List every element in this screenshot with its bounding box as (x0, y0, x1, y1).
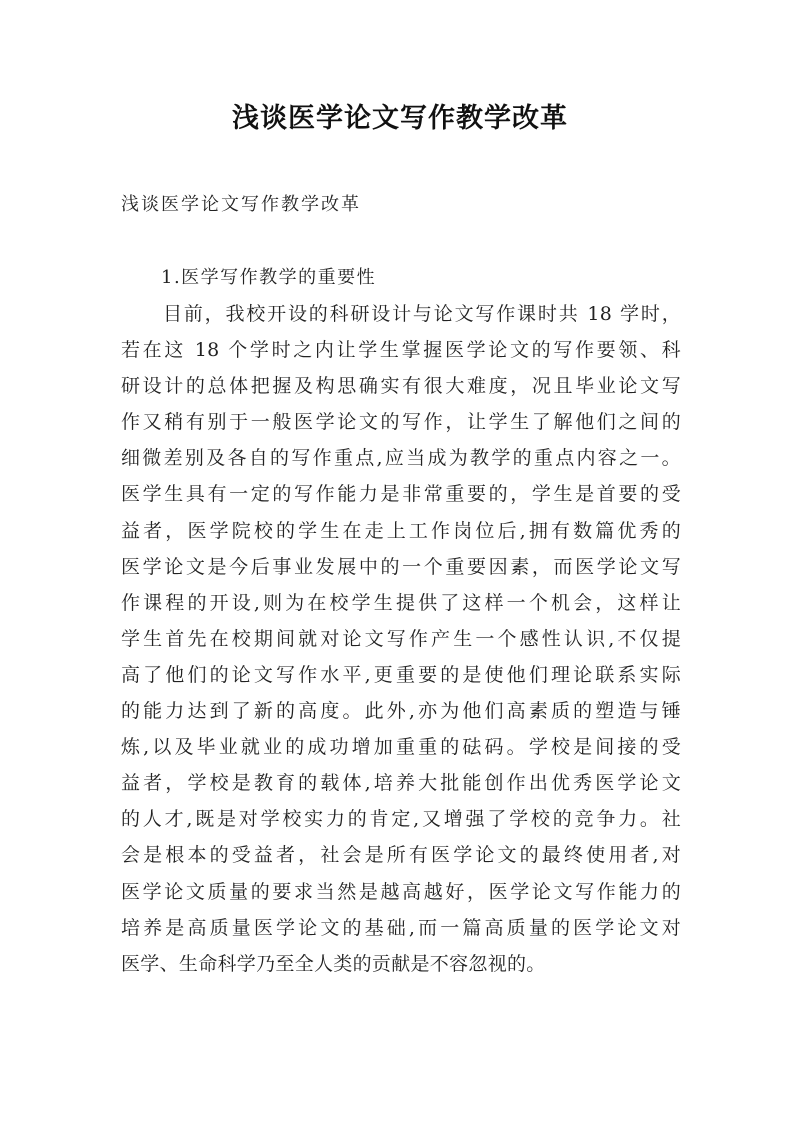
document-subtitle: 浅谈医学论文写作教学改革 (121, 194, 361, 215)
paragraph-line: 细微差别及各自的写作重点,应当成为教学的重点内容之一。 (121, 447, 681, 470)
paragraph-line: 医学论文质量的要求当然是越高越好，医学论文写作能力的 (121, 880, 681, 903)
paragraph-line: 作又稍有别于一般医学论文的写作，让学生了解他们之间的 (121, 411, 681, 434)
paragraph-line: 炼,以及毕业就业的成功增加重重的砝码。学校是间接的受 (121, 736, 681, 759)
document-title: 浅谈医学论文写作教学改革 (232, 103, 568, 134)
paragraph-line: 若在这 18 个学时之内让学生掌握医学论文的写作要领、科 (121, 339, 681, 362)
paragraph-line: 学生首先在校期间就对论文写作产生一个感性认识,不仅提 (121, 627, 681, 650)
paragraph-line: 研设计的总体把握及构思确实有很大难度，况且毕业论文写 (121, 375, 681, 398)
paragraph-line: 培养是高质量医学论文的基础,而一篇高质量的医学论文对 (121, 916, 681, 939)
paragraph-line: 益者，学校是教育的载体,培养大批能创作出优秀医学论文 (121, 772, 681, 795)
paragraph-line: 医学论文是今后事业发展中的一个重要因素，而医学论文写 (121, 555, 681, 578)
paragraph-line: 会是根本的受益者，社会是所有医学论文的最终使用者,对 (121, 844, 681, 867)
paragraph-line: 医学生具有一定的写作能力是非常重要的，学生是首要的受 (121, 483, 681, 506)
paragraph (121, 296, 681, 982)
paragraph-line: 高了他们的论文写作水平,更重要的是使他们理论联系实际 (121, 663, 681, 686)
section-heading: 1.医学写作教学的重要性 (161, 267, 377, 288)
paragraph-line: 医学、生命科学乃至全人类的贡献是不容忽视的。 (121, 952, 546, 975)
paragraph-line: 的人才,既是对学校实力的肯定,又增强了学校的竞争力。社 (121, 808, 681, 831)
paragraph-line: 的能力达到了新的高度。此外,亦为他们高素质的塑造与锤 (121, 700, 681, 723)
paragraph-line: 作课程的开设,则为在校学生提供了这样一个机会，这样让 (121, 591, 681, 614)
paragraph-line: 益者，医学院校的学生在走上工作岗位后,拥有数篇优秀的 (121, 519, 681, 542)
paragraph-line: 目前，我校开设的科研设计与论文写作课时共 18 学时， (163, 303, 681, 325)
